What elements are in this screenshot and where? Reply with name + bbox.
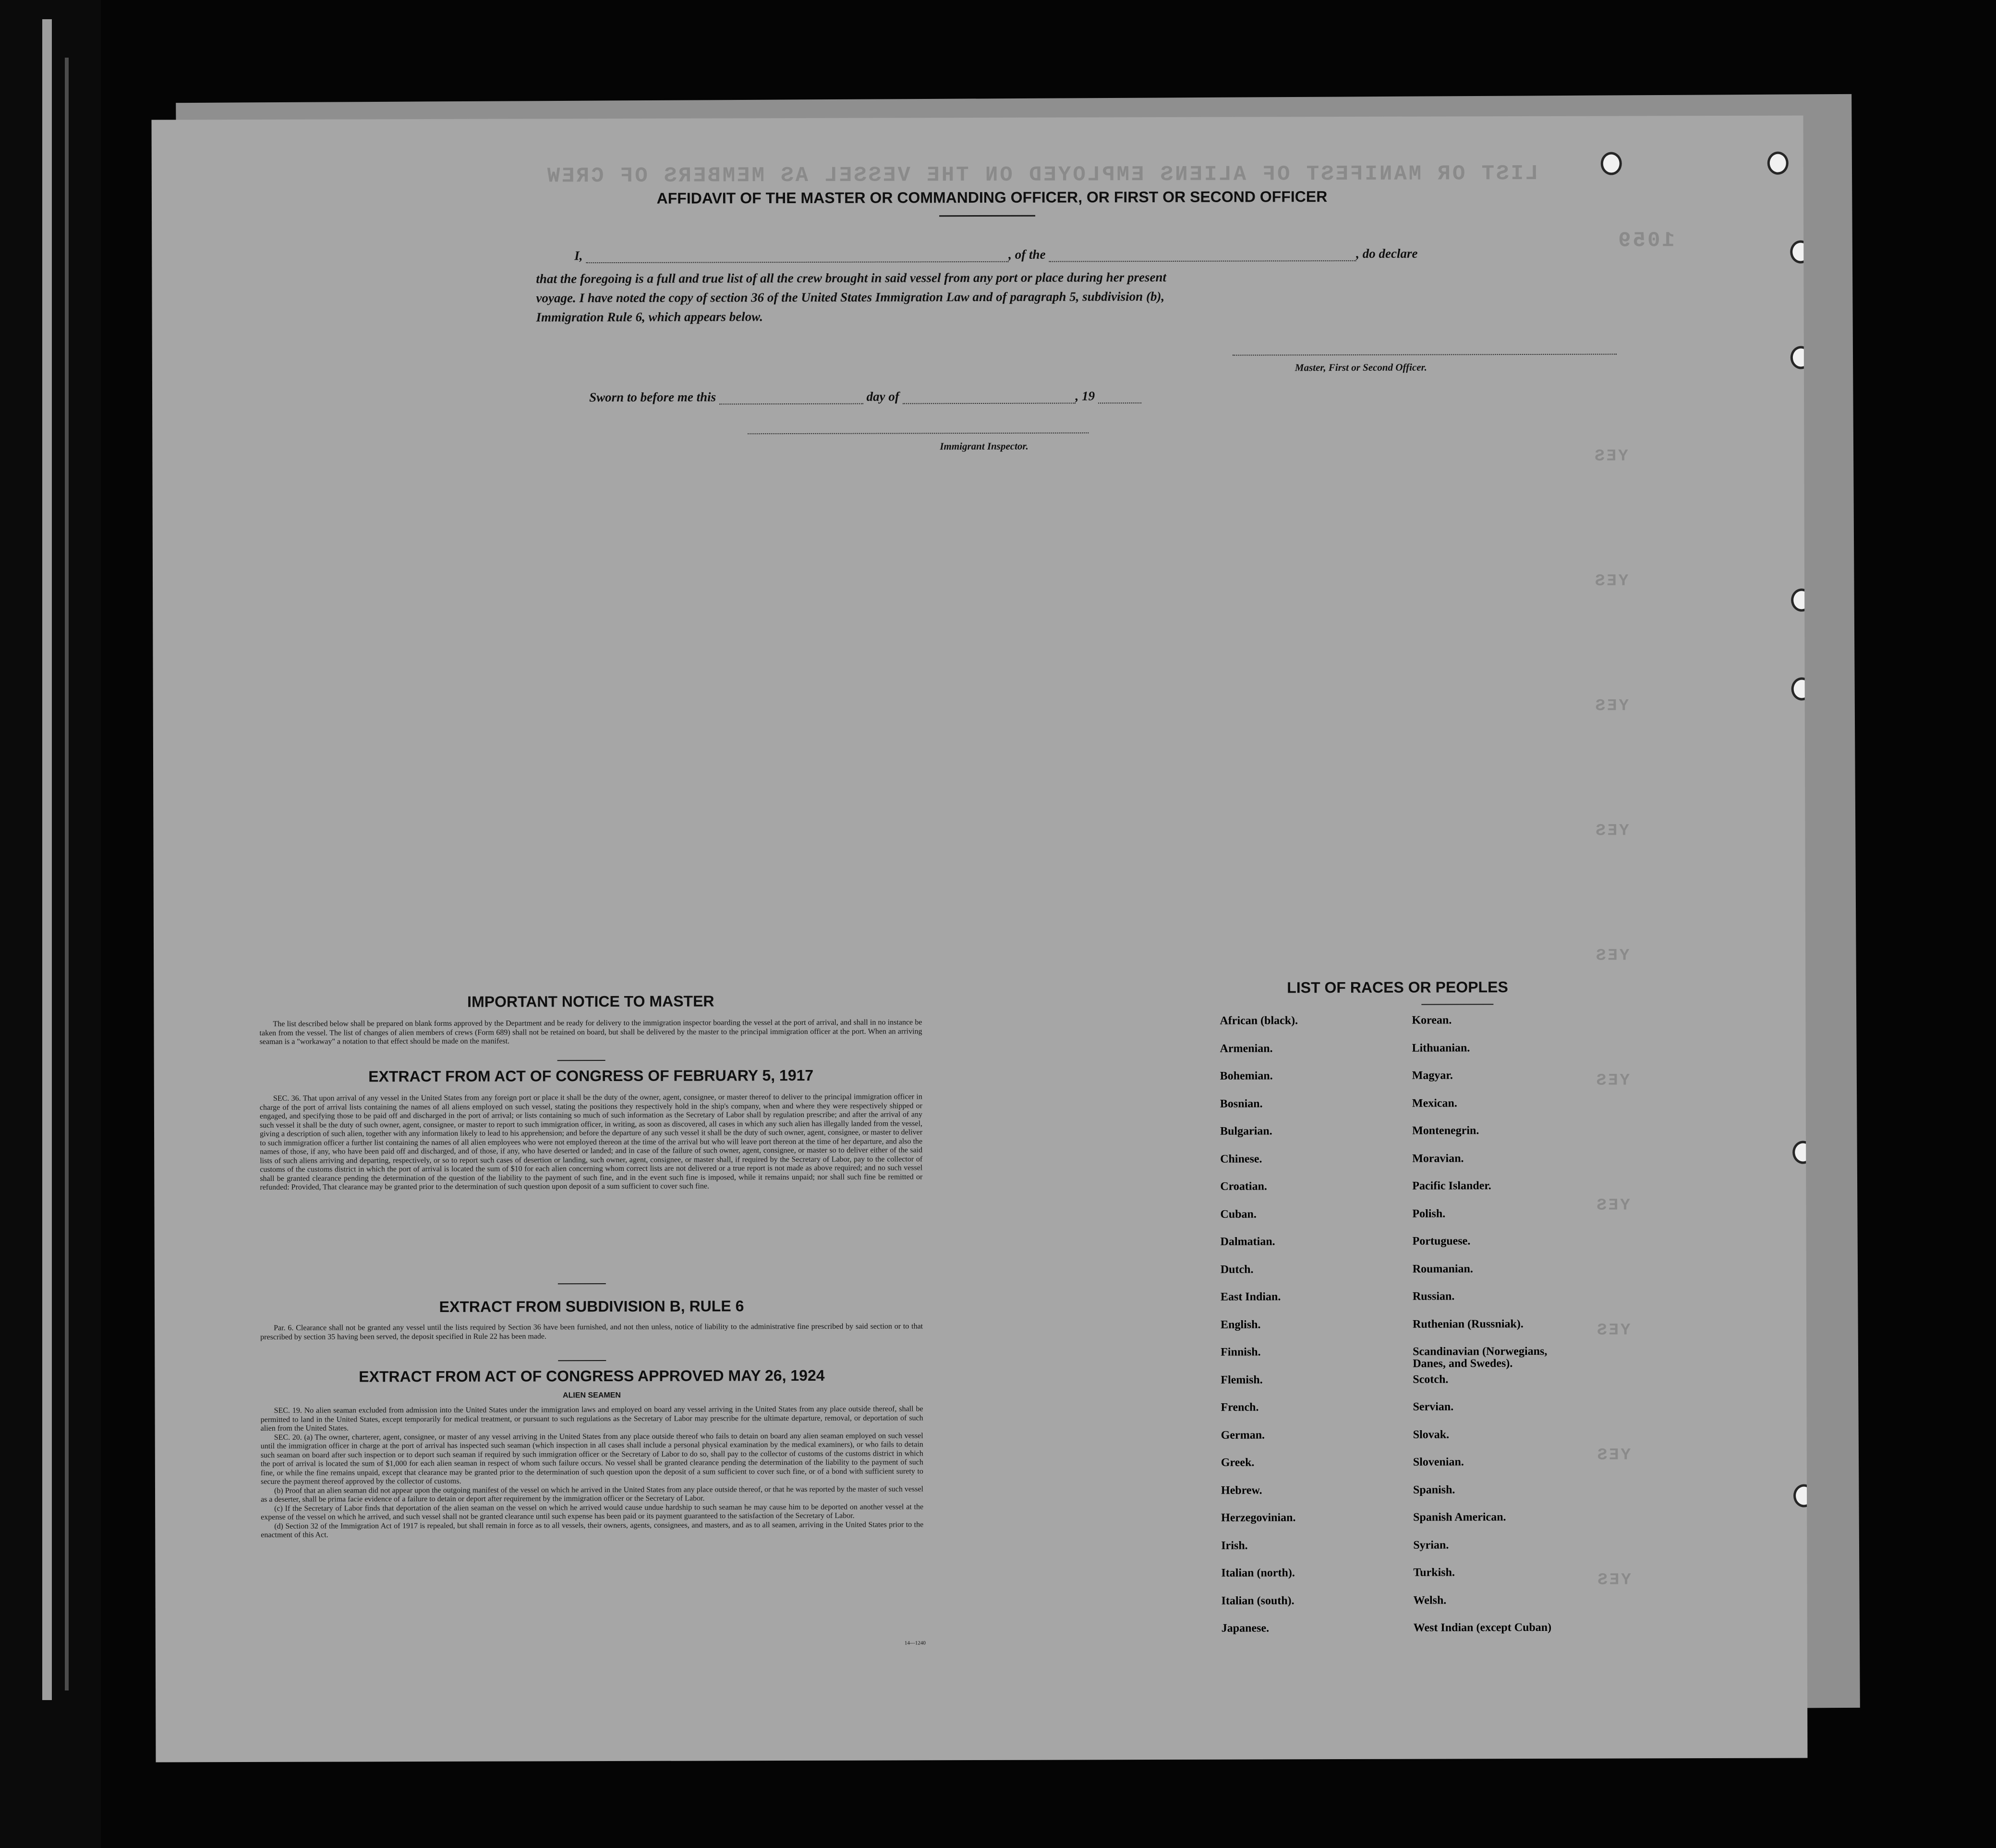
divider: [558, 1360, 606, 1361]
race-item: Roumanian.: [1412, 1262, 1473, 1276]
race-item: Spanish American.: [1413, 1511, 1506, 1524]
race-item: Dalmatian.: [1220, 1235, 1275, 1248]
race-item: Ruthenian (Russniak).: [1413, 1317, 1524, 1331]
race-item: Korean.: [1412, 1014, 1452, 1027]
sworn-month-blank[interactable]: [903, 390, 1076, 404]
race-item: Lithuanian.: [1412, 1041, 1470, 1055]
sec-20d: (d) Section 32 of the Immigration Act of 1917 is repealed, but shall remain in force as to all vessels, their owners, agents, consignees, and masters, and as to all seamen, arriving in the United States prior to the enactment of this Act.: [261, 1520, 924, 1539]
extract-1924-body: [261, 1405, 924, 1540]
race-item: Magyar.: [1412, 1069, 1453, 1082]
race-item: Bulgarian.: [1220, 1125, 1272, 1138]
ghost-row: YES: [1593, 447, 1628, 466]
race-item: Turkish.: [1413, 1566, 1455, 1579]
binder-hole: [1767, 152, 1789, 175]
divider: [558, 1283, 606, 1284]
race-item: French.: [1221, 1401, 1259, 1414]
race-item: West Indian (except Cuban): [1413, 1621, 1552, 1634]
ghost-row: YES: [1594, 822, 1629, 840]
race-item: Russian.: [1412, 1290, 1455, 1303]
declaration-line-1: [574, 246, 1417, 264]
sworn-line: [589, 389, 1141, 405]
race-item: Cuban.: [1220, 1207, 1257, 1221]
sec-20b: (b) Proof that an alien seaman did not appear upon the outgoing manifest of the vessel on which he arrived in the United States from any place outside thereof, or that he was reported by the master of such vessel as a deserter, shall be prima facie evidence of a failure to detain or deport after requirement by the immigration officer or the Secretary of Labor.: [261, 1484, 924, 1504]
film-edge-line-inner: [65, 58, 69, 1690]
race-item: Bohemian.: [1220, 1070, 1273, 1082]
race-item: Hebrew.: [1221, 1483, 1262, 1497]
race-item: Mexican.: [1412, 1096, 1457, 1110]
alien-seamen-subtitle: ALIEN SEAMEN: [563, 1391, 621, 1400]
decl-i: I,: [574, 248, 583, 263]
ghost-row: YES: [1595, 1196, 1630, 1215]
ghost-row: YES: [1593, 572, 1629, 591]
race-item: Japanese.: [1221, 1622, 1270, 1635]
extract-1924-title: EXTRACT FROM ACT OF CONGRESS APPROVED MAY 26, 1924: [359, 1366, 825, 1386]
race-item: German.: [1221, 1428, 1265, 1442]
race-item: Montenegrin.: [1412, 1124, 1479, 1137]
binder-hole: [1793, 1484, 1807, 1507]
notice-title: IMPORTANT NOTICE TO MASTER: [467, 992, 714, 1010]
sworn-day-blank[interactable]: [719, 391, 863, 405]
race-item: Armenian.: [1220, 1042, 1273, 1055]
ghost-row: YES: [1594, 947, 1630, 965]
extract-rule6-title: EXTRACT FROM SUBDIVISION B, RULE 6: [439, 1297, 744, 1315]
ghost-row: YES: [1593, 697, 1629, 716]
race-item: Spanish.: [1413, 1483, 1455, 1496]
ghost-number: 1059: [1616, 229, 1675, 253]
races-title: LIST OF RACES OR PEOPLES: [1287, 978, 1508, 997]
race-item: Herzegovinian.: [1221, 1511, 1296, 1524]
ghost-row: YES: [1595, 1446, 1631, 1465]
ghost-row: YES: [1595, 1321, 1631, 1340]
vessel-blank[interactable]: [1049, 248, 1356, 262]
extract-rule6-text: Par. 6. Clearance shall not be granted any vessel until the lists required by Section 36 have been furnished, and not then unless, notice of liability to the administrative fine prescribed by said section or to that prescribed by section 35 having been served, the deposit specified in Rule 22 has been made.: [260, 1322, 923, 1341]
master-label: Master, First or Second Officer.: [1294, 361, 1427, 374]
race-item: Italian (south).: [1221, 1594, 1294, 1607]
race-item: Chinese.: [1220, 1152, 1262, 1166]
race-item: Scandinavian (Norwegians, Danes, and Swedes).: [1413, 1345, 1548, 1370]
sec-19: SEC. 19. No alien seaman excluded from admission into the United States under the immigration laws and employed on board any vessel arriving in the United States from any place outside thereof, shall be permitted to land in the United States, except temporarily for medical treatment, or pursuant to such regulations as the Secretary of Labor may prescribe for the ultimate departure, removal, or deportation of such alien from the United States.: [260, 1405, 923, 1433]
race-item: Dutch.: [1220, 1263, 1254, 1276]
race-item: Moravian.: [1412, 1152, 1464, 1165]
race-item: Portuguese.: [1412, 1235, 1471, 1248]
race-item: Flemish.: [1221, 1373, 1263, 1386]
race-item: Italian (north).: [1221, 1567, 1295, 1580]
race-item: Syrian.: [1413, 1538, 1449, 1552]
name-blank[interactable]: [586, 249, 1008, 263]
ghost-row: YES: [1594, 1071, 1630, 1090]
affidavit-title: AFFIDAVIT OF THE MASTER OR COMMANDING OFFICER, OR FIRST OR SECOND OFFICER: [656, 188, 1328, 207]
manifest-page: [152, 116, 1808, 1763]
sworn-year-blank[interactable]: [1098, 390, 1141, 403]
race-item: East Indian.: [1220, 1290, 1281, 1303]
ghost-title: LIST OR MANIFEST OF ALIENS EMPLOYED ON THE VESSEL AS MEMBERS OF CREW: [545, 161, 1538, 189]
master-signature-line[interactable]: [1233, 354, 1617, 356]
ghost-row: YES: [1596, 1571, 1631, 1590]
race-item: Servian.: [1413, 1400, 1454, 1413]
race-item: Polish.: [1412, 1207, 1446, 1220]
declaration-line-2: that the foregoing is a full and true list of all the crew brought in said vessel from any port or place during her present: [536, 269, 1167, 286]
sec-20c: (c) If the Secretary of Labor finds that deportation of the alien seaman on the vessel on which he arrived would cause undue hardship to such seaman he may cause him to be deported on another vessel at the expense of the vessel on which he arrived, and such vessel shall not be granted clearance until such expense has been paid or its payment guaranteed to the satisfaction of the Secretary of Labor.: [261, 1502, 924, 1521]
race-item: Scotch.: [1413, 1373, 1449, 1386]
race-item: Pacific Islander.: [1412, 1179, 1491, 1192]
decl-of-the: , of the: [1008, 247, 1046, 262]
declaration-line-3: voyage. I have noted the copy of section 36 of the United States Immigration Law and of paragraph 5, subdivision (b),: [536, 289, 1165, 305]
form-number: 14—1240: [904, 1640, 926, 1646]
binder-hole: [1792, 1141, 1807, 1164]
binder-hole: [1601, 152, 1622, 175]
decl-declare: , do declare: [1356, 246, 1418, 261]
race-item: Croatian.: [1220, 1180, 1267, 1193]
declaration-line-4: Immigration Rule 6, which appears below.: [536, 309, 763, 325]
race-item: Greek.: [1221, 1456, 1255, 1469]
notice-text: The list described below shall be prepared on blank forms approved by the Department and be ready for delivery to the immigration inspector boarding the vessel at the port of arrival, and shall in no instance be taken from the vessel. The list of changes of alien members of crews (Form 689) shall not be retained on board, but shall be delivered by the master to the principal immigration officer at the port. When an arriving seaman is a "workaway" a notation to that effect should be made on the manifest.: [259, 1018, 922, 1046]
inspector-label: Immigrant Inspector.: [940, 440, 1028, 452]
sec-20a: SEC. 20. (a) The owner, charterer, agent, consignee, or master of any vessel arriving in the United States from any place outside thereof who fails to detain on board any alien seaman employed on such vessel until the immigration officer in charge at the port of arrival has inspected such seaman (which inspection in all cases shall include a personal physical examination by the medical examiners), or who fails to detain such seaman on board after such inspection or to deport such seaman if required by such immigration officer or the Secretary of Labor to do so, shall pay to the collector of customs of the customs district in which the port of arrival is located the sum of $1,000 for each alien seaman in respect of whom such failure occurs. No vessel shall be granted clearance pending the determination of the liability to the payment of such fine, or while the fine remains unpaid, except that clearance may be granted prior to the determination of such question upon the deposit of a sum sufficient to cover such fine, or of a bond with sufficient surety to secure the payment thereof approved by the collector of customs.: [260, 1431, 923, 1486]
race-item: Welsh.: [1413, 1593, 1447, 1607]
divider: [1421, 1004, 1493, 1005]
year-text: , 19: [1075, 389, 1095, 403]
film-edge-line: [42, 19, 52, 1700]
race-item: Irish.: [1221, 1539, 1248, 1552]
race-item: Finnish.: [1221, 1346, 1261, 1359]
film-edge: [0, 0, 101, 1848]
race-item: Slovenian.: [1413, 1456, 1464, 1469]
inspector-signature-line[interactable]: [748, 432, 1089, 434]
sworn-text: Sworn to before me this: [589, 389, 716, 405]
divider: [557, 1060, 605, 1061]
extract-1917-text: SEC. 36. That upon arrival of any vessel in the United States from any foreign port or place it shall be the duty of the owner, agent, consignee, or master thereof to deliver to the principal immigration officer in charge of the port of arrival lists containing the names of all aliens employed on such vessel, stating the positions they respectively hold in the ship's company, when and where they were respectively shipped or engaged, and specifying those to be paid off and discharged in the port of arrival; or lists containing so much of such information as the Secretary of Labor shall by regulation prescribe; and after the arrival of any such vessel it shall be the duty of such owner, agent, consignee, or master to report to such immigration officer, in writing, as soon as discovered, all cases in which any such alien has illegally landed from the vessel, giving a description of such alien, together with any information likely to lead to his apprehension; and before the departure of any such vessel it shall be the duty of such owner, agent, consignee, or master to deliver to such immigration officer a further list containing the names of all alien employees who were not employed thereon at the time of the arrival but who will leave port thereon at the time of her departure, and also the names of those, if any, who have been paid off and discharged, and of those, if any, who have deserted or landed; and in case of the failure of such owner, agent, consignee, or master so to deliver either of the said lists of such aliens arriving and departing, respectively, or so to report such cases of desertion or landing, such owner, agent, consignee, or master shall, if required by the Secretary of Labor, pay to the collector of customs of the customs district in which the port of arrival is located the sum of $10 for each alien concerning whom correct lists are not delivered or a true report is not made as above required; and no such vessel shall be granted clearance pending the determination of the question of the liability to the payment of such fine, and in the event such fine is imposed, while it remains unpaid; nor shall such fine be remitted or refunded: Provided, That clearance may be granted prior to the determination of such question upon deposit of a sum sufficient to cover such fine.: [259, 1093, 923, 1191]
race-item: Bosnian.: [1220, 1097, 1263, 1110]
title-rule: [939, 215, 1035, 217]
race-item: African (black).: [1220, 1014, 1298, 1027]
race-item: English.: [1221, 1318, 1261, 1331]
race-item: Slovak.: [1413, 1428, 1450, 1441]
extract-1917-title: EXTRACT FROM ACT OF CONGRESS OF FEBRUARY 5, 1917: [368, 1066, 814, 1085]
day-of-text: day of: [866, 389, 899, 404]
